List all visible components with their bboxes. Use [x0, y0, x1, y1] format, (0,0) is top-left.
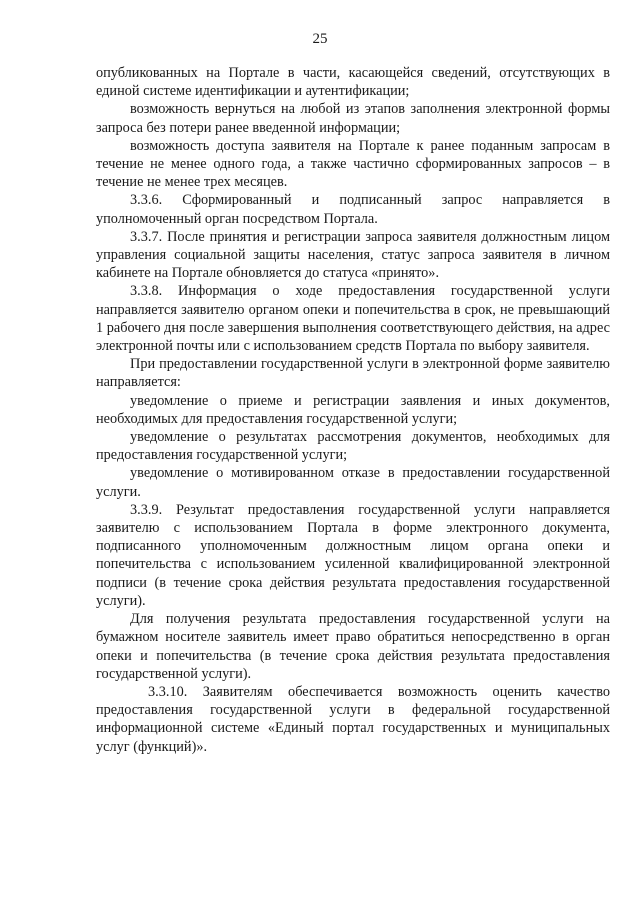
paragraph: 3.3.7. После принятия и регистрации запроса заявителя должностным лицом управления социальной защиты населения, статус запроса заявителя в личном кабинете на Портале обновляется до статуса «принято». [96, 228, 610, 282]
paragraph: 3.3.6. Сформированный и подписанный запрос направляется в уполномоченный орган посредством Портала. [96, 192, 610, 227]
paragraph: возможность доступа заявителя на Портале к ранее поданным запросам в течение не менее одного года, а также частично сформированных запросов – в течение не менее трех месяцев. [96, 137, 610, 191]
document-body [96, 64, 610, 756]
paragraph: При предоставлении государственной услуги в электронной форме заявителю направляется: [96, 356, 610, 391]
paragraph: Для получения результата предоставления государственной услуги на бумажном носителе заявитель имеет право обратиться непосредственно в орган опеки и попечительства (в течение срока действия результата предоставления государственной услуги). [96, 611, 610, 682]
paragraph: уведомление о приеме и регистрации заявления и иных документов, необходимых для предоставления государственной услуги; [96, 392, 610, 427]
paragraph: уведомление о результатах рассмотрения документов, необходимых для предоставления государственной услуги; [96, 429, 610, 464]
paragraph: опубликованных на Портале в части, касающейся сведений, отсутствующих в единой системе идентификации и аутентификации; [96, 65, 610, 100]
page-number: 25 [312, 31, 328, 47]
paragraph: уведомление о мотивированном отказе в предоставлении государственной услуги. [96, 465, 610, 500]
paragraph: возможность вернуться на любой из этапов заполнения электронной формы запроса без потери ранее введенной информации; [96, 101, 610, 136]
paragraph: 3.3.9. Результат предоставления государственной услуги направляется заявителю с использованием Портала в форме электронного документа, подписанного уполномоченным должностным лицом органа опеки и попечительства с использованием усиленной квалифицированной электронной подписи (в течение срока действия результата предоставления государственной услуги). [96, 501, 610, 609]
paragraph: 3.3.10. Заявителям обеспечивается возможность оценить качество предоставления государственной услуги в федеральной государственной информационной системе «Единый портал государственных и муниципальных услуг (функций)». [96, 683, 610, 755]
paragraph: 3.3.8. Информация о ходе предоставления государственной услуги направляется заявителю органом опеки и попечительства в срок, не превышающий 1 рабочего дня после завершения выполнения соответствующего действия, на адрес электронной почты или с использованием средств Портала по выбору заявителя. [96, 283, 610, 355]
